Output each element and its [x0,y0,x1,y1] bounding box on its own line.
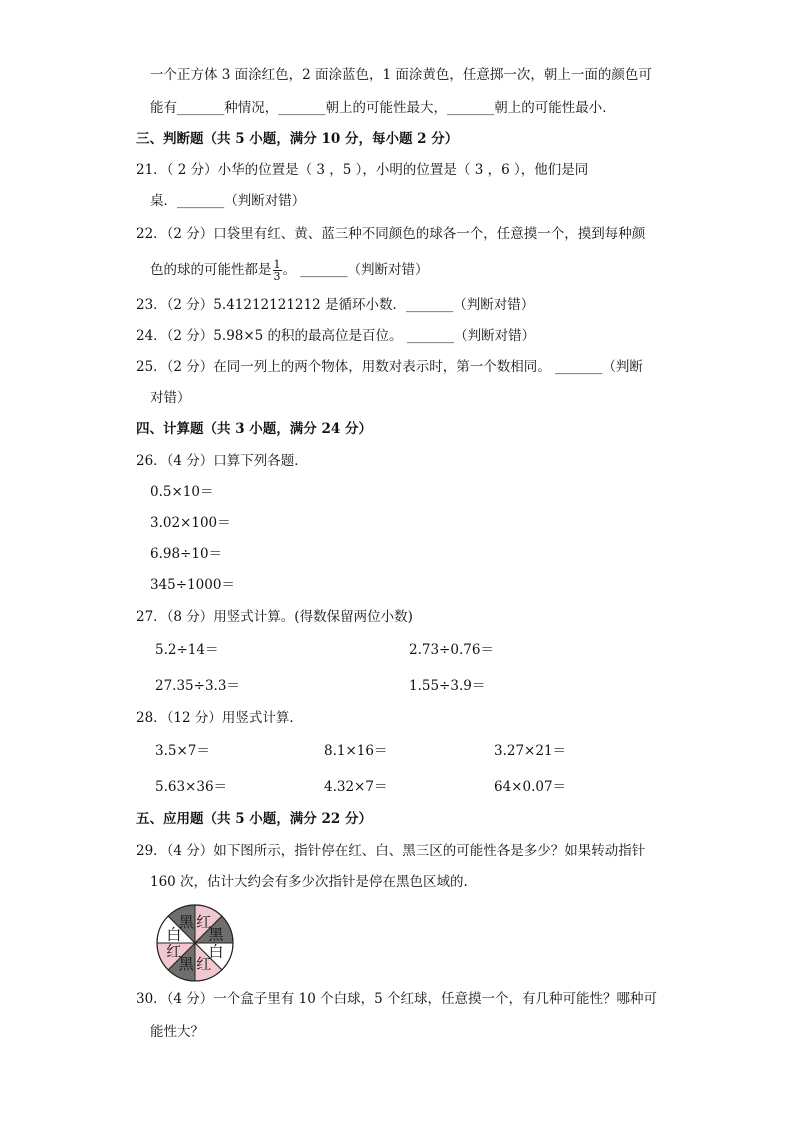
q20-text-line2: 能有_______种情况，_______朝上的可能性最大，_______朝上的可能性最小． [150,100,616,116]
spinner-sector-label: 黑 [178,955,194,974]
spinner-sector-label: 红 [196,912,212,931]
q20-text-line1: 一个正方体 3 面涂红色，2 面涂蓝色，1 面涂黄色，任意掷一次，朝上一面的颜色可 [150,67,652,83]
q28-item-4: 5.63×36＝ [155,779,228,795]
q22-line1: 22．（2 分）口袋里有红、黄、蓝三种不同颜色的球各一个，任意摸一个，摸到每种颜 [136,226,646,242]
fraction-one-third [273,259,282,282]
q21-line2: 桌．_______（判断对错） [150,193,306,209]
spinner-sector-label: 黑 [178,912,194,931]
q27-text: 27．（8 分）用竖式计算。(得数保留两位小数) [136,609,413,625]
q30-line1: 30．（4 分）一个盒子里有 10 个白球，5 个红球，任意摸一个，有几种可能性？哪种可 [136,991,657,1007]
q26-text: 26．（4 分）口算下列各题． [136,453,308,469]
spinner-sector-label: 红 [166,942,182,961]
q29-line2: 160 次，估计大约会有多少次指针是停在黑色区域的. [150,874,468,890]
q22-line2-text: 色的球的可能性都是 [150,262,272,278]
spinner-sector-label: 白 [208,942,224,961]
q26-item-3: 6.98÷10＝ [150,546,223,562]
q28-item-6: 64×0.07＝ [494,779,567,795]
spinner-sector-label: 白 [166,925,182,944]
section-5-heading: 五、应用题（共 5 小题，满分 22 分） [136,811,372,827]
q27-item-2: 2.73÷0.76＝ [409,642,494,658]
q26-item-1: 0.5×10＝ [150,484,214,500]
q23-text: 23．（2 分）5.41212121212 是循环小数．_______（判断对错） [136,297,535,313]
spinner-sector-label: 红 [196,955,212,974]
q28-item-2: 8.1×16＝ [324,743,388,759]
q28-text: 28．（12 分）用竖式计算． [136,710,303,726]
q24-text: 24．（2 分）5.98×5 的积的最高位是百位。 _______（判断对错） [136,328,536,344]
q27-item-3: 27.35÷3.3＝ [155,678,240,694]
spinner-diagram [155,903,235,983]
q21-line1: 21．（ 2 分）小华的位置是（ 3 ，5 ），小明的位置是（ 3 ，6 ），他们是同 [136,162,589,178]
q26-item-2: 3.02×100＝ [150,515,231,531]
q28-item-1: 3.5×7＝ [155,743,210,759]
q29-line1: 29．（4 分）如下图所示，指针停在红、白、黑三区的可能性各是多少？如果转动指针 [136,843,646,859]
q25-line1: 25．（2 分）在同一列上的两个物体，用数对表示时，第一个数相同。 _______（判断 [136,359,643,375]
q26-item-4: 345÷1000＝ [150,577,235,593]
q25-line2: 对错） [150,390,191,406]
q27-item-1: 5.2÷14＝ [155,642,219,658]
q27-item-4: 1.55÷3.9＝ [409,678,486,694]
section-4-heading: 四、计算题（共 3 小题，满分 24 分） [136,421,372,437]
section-3-heading: 三、判断题（共 5 小题，满分 10 分，每小题 2 分） [136,131,459,147]
q22-line2-answer: 。 _______（判断对错） [282,262,429,278]
q22-line2 [150,259,429,282]
fraction-numerator: 1 [273,258,281,271]
q30-line2: 能性大？ [150,1024,204,1040]
q28-item-3: 3.27×21＝ [494,743,567,759]
fraction-denominator: 3 [273,270,281,283]
spinner-sector-label: 黑 [208,925,224,944]
q28-item-5: 4.32×7＝ [324,779,388,795]
